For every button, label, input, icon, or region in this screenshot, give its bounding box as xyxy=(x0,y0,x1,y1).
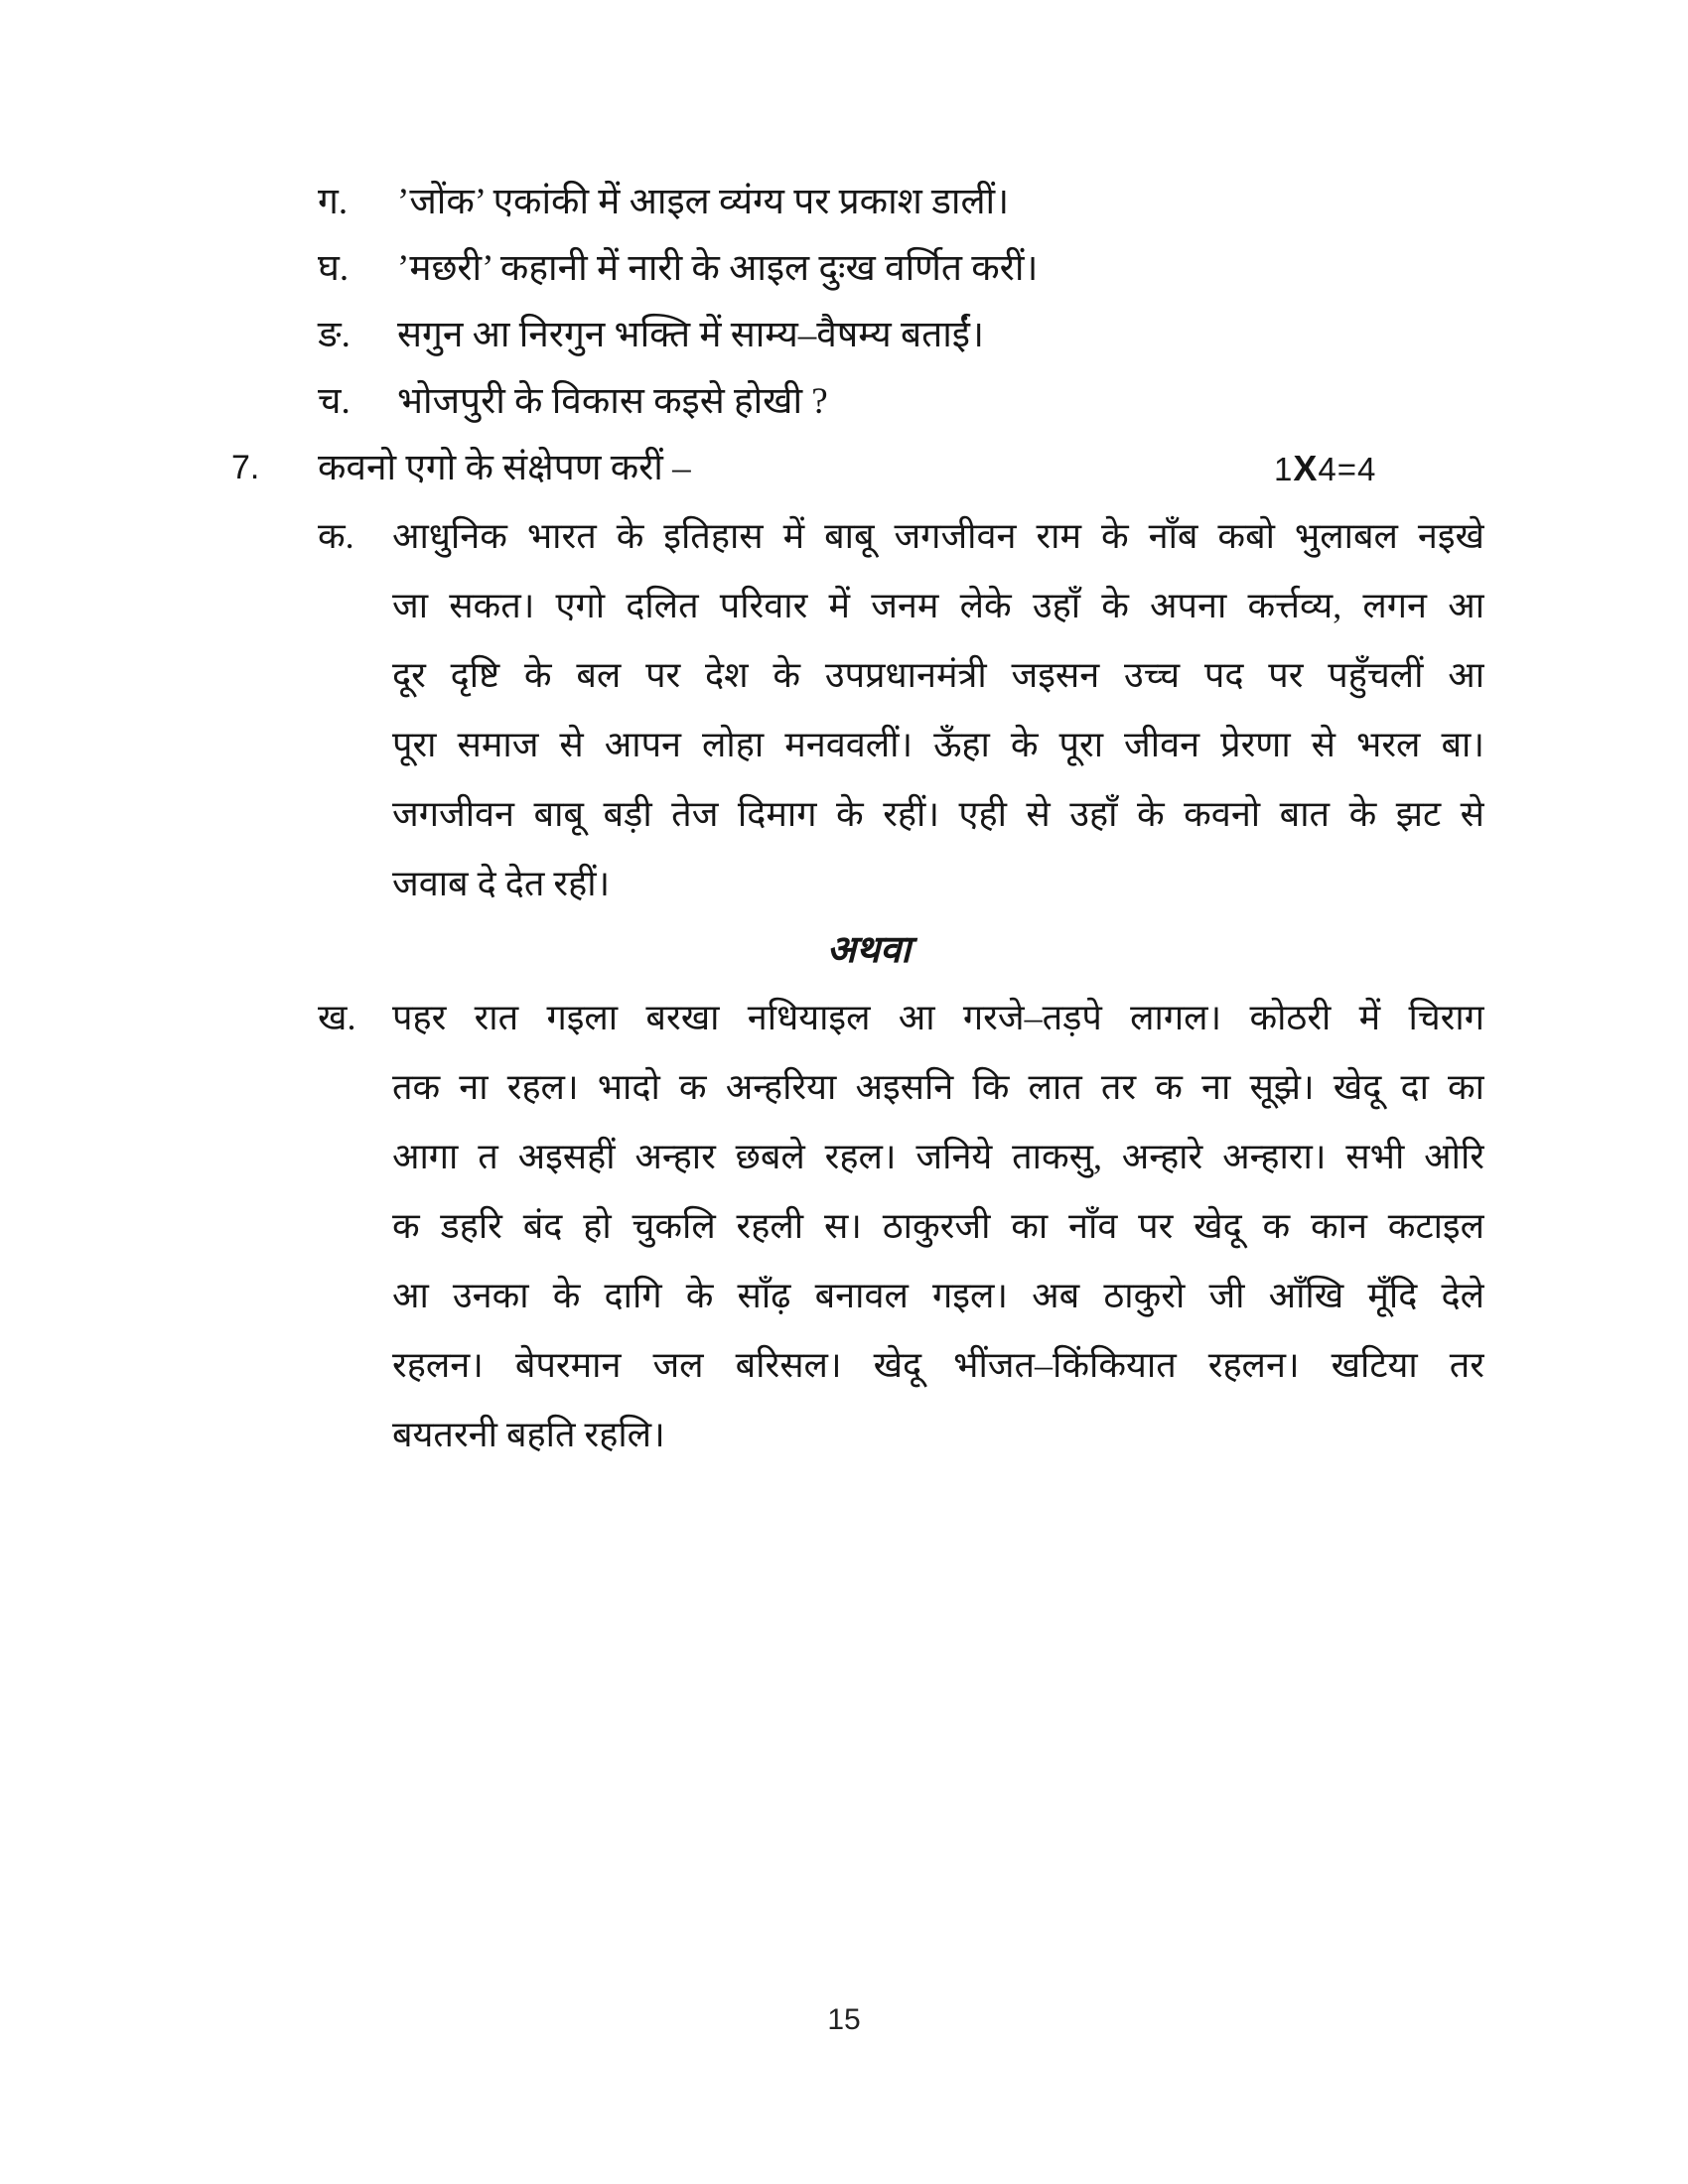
paragraph-line: तक ना रहल। भादो क अन्हरिया अइसनि कि लात तर क ना सूझे। खेदू दा का xyxy=(392,1067,1484,1107)
sub-question-list xyxy=(0,169,1688,435)
sub-question-row xyxy=(0,368,1688,435)
paragraph-line: जवाब दे देत रहीं। xyxy=(392,864,611,903)
question-number: 7. xyxy=(231,449,260,486)
option-ka-paragraph xyxy=(0,501,1688,918)
sub-question-row xyxy=(0,169,1688,235)
marks-suffix: 4=4 xyxy=(1318,451,1377,487)
paragraph-line: आ उनका के दागि के साँढ़ बनावल गइल। अब ठाकुरो जी आँखि मूँदि देले xyxy=(392,1276,1484,1315)
marks-multiply-sign: X xyxy=(1293,448,1319,488)
option-ka-lines xyxy=(392,501,1484,918)
paragraph-line: दूर दृष्टि के बल पर देश के उपप्रधानमंत्री जइसन उच्च पद पर पहुँचलीं आ xyxy=(392,655,1484,695)
sub-question-row xyxy=(0,302,1688,368)
paragraph-line: जा सकत। एगो दलित परिवार में जनम लेके उहाँ के अपना कर्त्तव्य, लगन आ xyxy=(392,586,1484,625)
marks-prefix: 1 xyxy=(1274,451,1294,487)
paragraph-line: आगा त अइसहीं अन्हार छबले रहल। जनिये ताकसु, अन्हारे अन्हारा। सभी ओरि xyxy=(392,1137,1484,1176)
page-number: 15 xyxy=(827,2003,861,2036)
paragraph-line: आधुनिक भारत के इतिहास में बाबू जगजीवन राम के नाँब कबो भुलाबल नइखे xyxy=(392,516,1484,556)
sub-question-text: ’जोंक’ एकांकी में आइल व्यंग्य पर प्रकाश डालीं। xyxy=(397,182,1010,222)
option-kha-label: ख. xyxy=(318,998,356,1037)
sub-question-text: सगुन आ निरगुन भक्ति में साम्य–वैषम्य बताईं। xyxy=(397,315,984,355)
sub-question-text: ’मछरी’ कहानी में नारी के आइल दुःख वर्णित करीं। xyxy=(397,248,1039,289)
sub-question-label: ग. xyxy=(318,182,349,222)
paragraph-line: रहलन। बेपरमान जल बरिसल। खेदू भींजत–किंकियात रहलन। खटिया तर xyxy=(392,1345,1484,1385)
option-kha-lines xyxy=(392,983,1484,1469)
sub-question-label: ङ. xyxy=(318,315,351,355)
or-separator: अथवा xyxy=(826,929,912,971)
sub-question-label: च. xyxy=(318,381,351,422)
paragraph-line: बयतरनी बहति रहलि। xyxy=(392,1415,665,1454)
paragraph-line: जगजीवन बाबू बड़ी तेज दिमाग के रहीं। एही से उहाँ के कवनो बात के झट से xyxy=(392,794,1484,834)
option-kha-paragraph xyxy=(0,983,1688,1469)
marks-badge xyxy=(1274,435,1376,502)
sub-question-row xyxy=(0,235,1688,302)
paragraph-line: पहर रात गइला बरखा नधियाइल आ गरजे–तड़पे लागल। कोठरी में चिराग xyxy=(392,998,1484,1037)
option-ka-label: क. xyxy=(318,516,354,556)
paragraph-line: पूरा समाज से आपन लोहा मनववलीं। ऊँहा के पूरा जीवन प्रेरणा से भरल बा। xyxy=(392,725,1484,764)
paragraph-line: क डहरि बंद हो चुकलि रहली स। ठाकुरजी का नाँव पर खेदू क कान कटाइल xyxy=(392,1206,1484,1246)
question-prompt: कवनो एगो के संक्षेपण करीं – xyxy=(318,448,691,488)
sub-question-text: भोजपुरी के विकास कइसे होखी ? xyxy=(397,381,828,422)
sub-question-label: घ. xyxy=(318,248,350,289)
question-7-row xyxy=(0,435,1688,501)
